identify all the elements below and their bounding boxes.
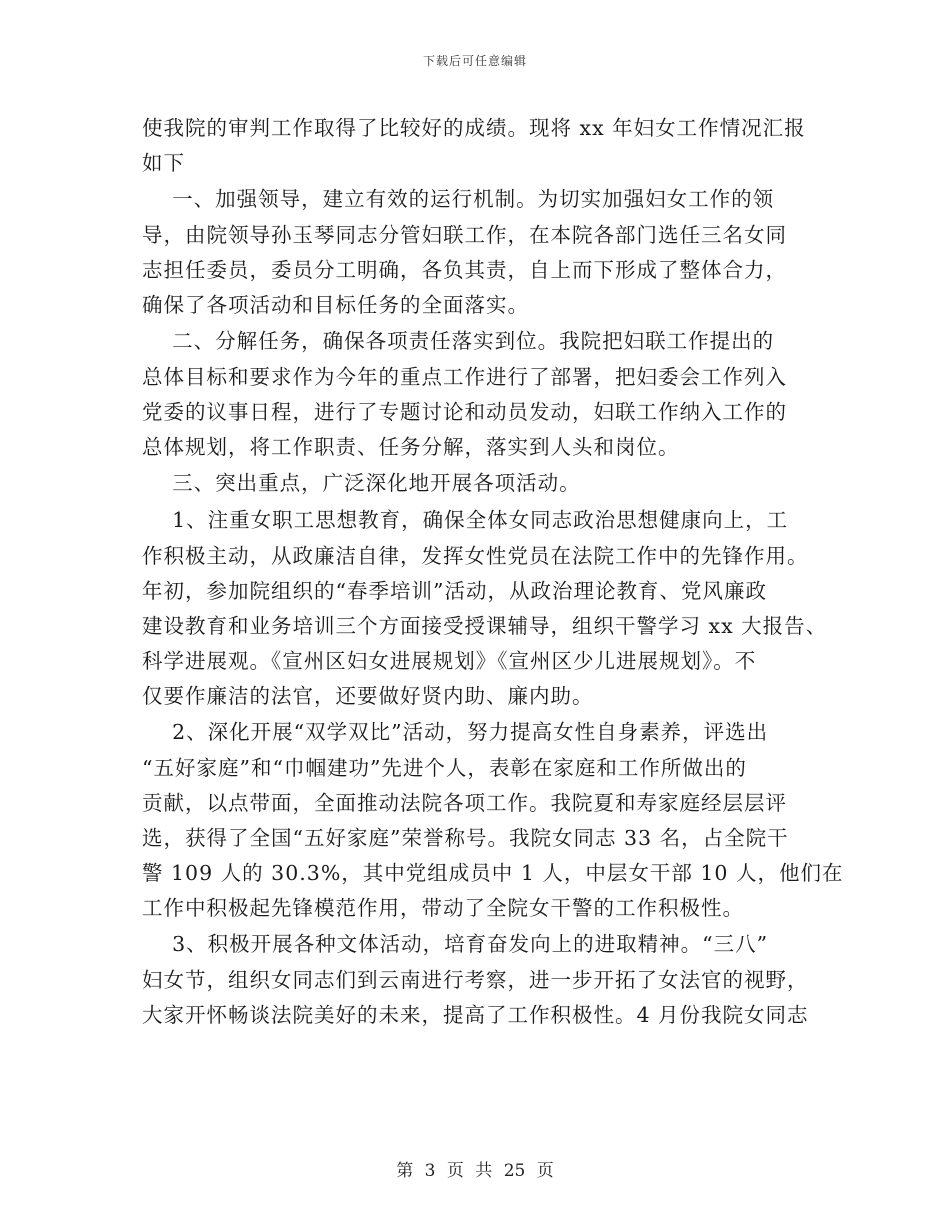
- text-line: 二、分解任务，确保各项责任落实到位。我院把妇联工作提出的: [142, 329, 775, 353]
- text-line: 2、深化开展“双学双比”活动，努力提高女性自身素养，评选出: [142, 720, 769, 744]
- text-line: 贡献，以点带面，全面推动法院各项工作。我院夏和寿家庭经层层评: [142, 791, 787, 815]
- text-line: 作积极主动，从政廉洁自律，发挥女性党员在法院工作中的先锋作用。: [142, 544, 809, 568]
- text-line: 总体目标和要求作为今年的重点工作进行了部署，把妇委会工作列入: [142, 365, 787, 389]
- text-line: 3、积极开展各种文体活动，培育奋发向上的进取精神。“三八”: [142, 932, 769, 956]
- text-line: 建设教育和业务培训三个方面接受授课辅导，组织干警学习 xx 大报告、: [142, 614, 828, 638]
- text-line: 党委的议事日程，进行了专题讨论和动员发动，妇联工作纳入工作的: [142, 400, 787, 424]
- page-header: 下载后可任意编辑: [422, 54, 527, 68]
- text-line: 选，获得了全国“五好家庭”荣誉称号。我院女同志 33 名，占全院干: [142, 826, 789, 850]
- text-line: 科学进展观。《宣州区妇女进展规划》《宣州区少儿进展规划》。不: [142, 649, 757, 673]
- text-line: 工作中积极起先锋模范作用，带动了全院女干警的工作积极性。: [142, 896, 744, 920]
- text-line: 一、加强领导，建立有效的运行机制。为切实加强妇女工作的领: [142, 187, 775, 211]
- text-line: 1、注重女职工思想教育，确保全体女同志政治思想健康向上，工: [142, 508, 789, 532]
- text-line: “五好家庭”和“巾帼建功”先进个人，表彰在家庭和工作所做出的: [142, 756, 747, 780]
- text-line: 年初，参加院组织的“春季培训”活动，从政治理论教育、党风廉政: [142, 579, 767, 603]
- text-line: 导，由院领导孙玉琴同志分管妇联工作，在本院各部门选任三名女同: [142, 223, 787, 247]
- document-body: [142, 111, 844, 1033]
- text-line: 志担任委员，委员分工明确，各负其责，自上而下形成了整体合力，: [142, 258, 787, 282]
- text-line: 确保了各项活动和目标任务的全面落实。: [142, 293, 529, 317]
- page-number: 第 3 页 共 25 页: [396, 1161, 554, 1181]
- text-line: 大家开怀畅谈法院美好的未来，提高了工作积极性。4 月份我院女同志: [142, 1003, 809, 1027]
- text-line: 三、突出重点，广泛深化地开展各项活动。: [142, 471, 581, 495]
- text-line: 使我院的审判工作取得了比较好的成绩。现将 xx 年妇女工作情况汇报: [142, 116, 806, 140]
- text-line: 总体规划，将工作职责、任务分解，落实到人头和岗位。: [142, 435, 680, 459]
- text-line: 妇女节，组织女同志们到云南进行考察，进一步开拓了女法官的视野，: [142, 968, 809, 992]
- text-line: 警 109 人的 30.3%，其中党组成员中 1 人，中层女干部 10 人，他们在: [142, 861, 844, 885]
- text-line: 仅要作廉洁的法官，还要做好贤内助、廉内助。: [142, 684, 594, 708]
- text-line: 如下: [142, 151, 185, 175]
